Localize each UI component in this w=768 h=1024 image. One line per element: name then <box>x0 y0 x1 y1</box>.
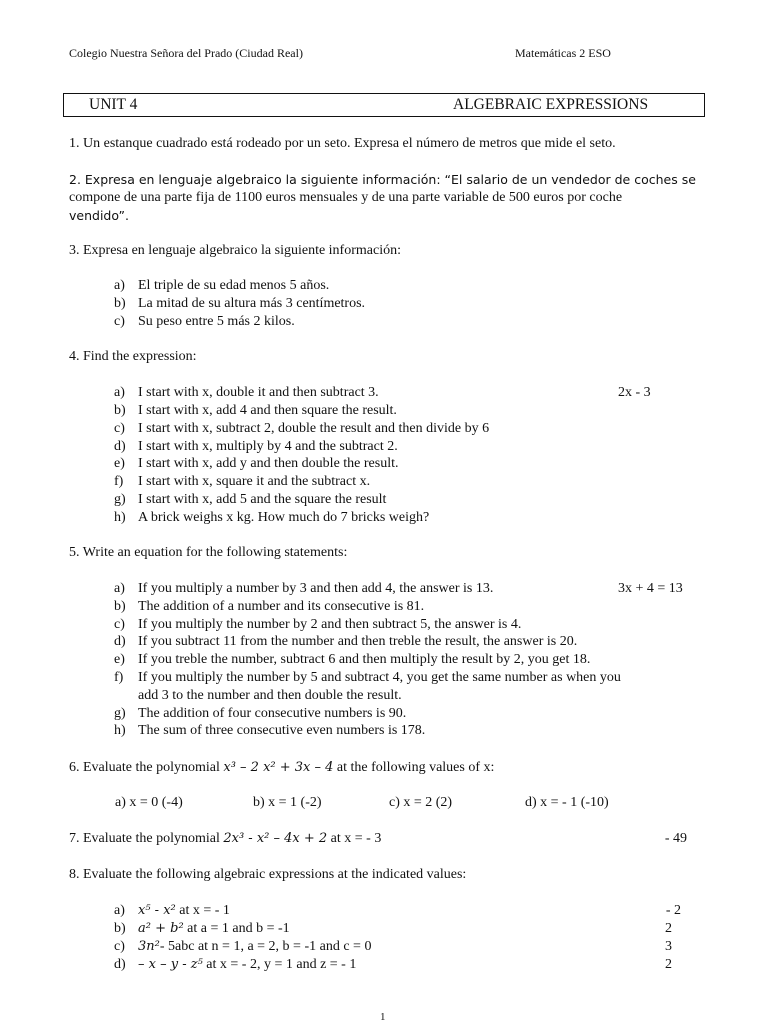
item-text: I start with x, add y and then double the result. <box>138 456 399 471</box>
question-4-title: 4. Find the expression: <box>69 349 197 364</box>
item-label: e) <box>114 652 125 667</box>
question-8-title: 8. Evaluate the following algebraic expressions at the indicated values: <box>69 867 467 882</box>
polynomial: 2x³ - x² – 4x + 2 <box>223 831 328 846</box>
item-label: c) <box>114 421 125 436</box>
question-1: 1. Un estanque cuadrado está rodeado por un seto. Expresa el número de metros que mide el seto. <box>69 136 616 151</box>
question-7-suffix: at x = - 3 <box>327 831 382 846</box>
unit-title: ALGEBRAIC EXPRESSIONS <box>453 96 649 113</box>
item-label: a) <box>114 385 125 400</box>
answer: 3 <box>665 939 672 954</box>
item-text: add 3 to the number and then double the result. <box>138 688 402 703</box>
value-item: a) x = 0 (-4) <box>115 795 183 810</box>
value-item: c) x = 2 (2) <box>389 795 453 810</box>
item-label: b) <box>114 403 126 418</box>
item-label: c) <box>114 314 125 329</box>
question-2-line2: compone de una parte fija de 1100 euros mensuales y de una parte variable de 500 euros por coche <box>69 190 623 205</box>
item-label: a) <box>114 278 125 293</box>
question-7-title <box>69 831 381 847</box>
expression: 3n² <box>138 939 160 954</box>
item-text: at a = 1 and b = -1 <box>183 921 290 936</box>
question-2 <box>69 171 699 225</box>
page-number: 1 <box>380 1011 386 1023</box>
value-item: b) x = 1 (-2) <box>253 795 322 810</box>
item-label: d) <box>114 439 126 454</box>
item-text: Su peso entre 5 más 2 kilos. <box>138 314 295 329</box>
unit-title-box <box>63 93 705 117</box>
item-text: If you multiply the number by 2 and then subtract 5, the answer is 4. <box>138 617 522 632</box>
item-text: I start with x, double it and then subtract 3. <box>138 385 379 400</box>
question-6-prefix: 6. Evaluate the polynomial <box>69 760 224 775</box>
expression: a² + b² <box>138 921 184 936</box>
answer: 2 <box>665 921 672 936</box>
header-school: Colegio Nuestra Señora del Prado (Ciudad Real) <box>69 46 303 60</box>
item-text: - 5abc at n = 1, a = 2, b = -1 and c = 0 <box>159 939 372 954</box>
answer: 2 <box>665 957 672 972</box>
question-6-suffix: at the following values of x: <box>333 760 495 775</box>
item-text: I start with x, multiply by 4 and the subtract 2. <box>138 439 398 454</box>
item-label: d) <box>114 957 126 972</box>
unit-number: UNIT 4 <box>89 96 138 113</box>
item-text: El triple de su edad menos 5 años. <box>138 278 330 293</box>
item-label: g) <box>114 706 126 721</box>
item-label: c) <box>114 939 125 954</box>
item-text: If you treble the number, subtract 6 and then multiply the result by 2, you get 18. <box>138 652 591 667</box>
item-label: b) <box>114 296 126 311</box>
item-label: h) <box>114 510 126 525</box>
expression: – x – y - z⁵ <box>138 957 203 972</box>
item-label: b) <box>114 599 126 614</box>
item-label: f) <box>114 474 124 489</box>
value-item: d) x = - 1 (-10) <box>525 795 609 810</box>
answer: 3x + 4 = 13 <box>618 581 683 596</box>
question-5-title: 5. Write an equation for the following statements: <box>69 545 348 560</box>
item-label: d) <box>114 634 126 649</box>
item-label: b) <box>114 921 126 936</box>
header-subject: Matemáticas 2 ESO <box>515 46 611 60</box>
item-label: f) <box>114 670 124 685</box>
question-6-title <box>69 760 494 776</box>
item-label: c) <box>114 617 125 632</box>
question-7-prefix: 7. Evaluate the polynomial <box>69 831 224 846</box>
item-text: I start with x, add 4 and then square the result. <box>138 403 397 418</box>
answer: - 2 <box>665 903 681 918</box>
item-text: The addition of four consecutive numbers is 90. <box>138 706 407 721</box>
answer: 2x - 3 <box>618 385 651 400</box>
item-label: h) <box>114 723 126 738</box>
item-text: A brick weighs x kg. How much do 7 bricks weigh? <box>138 510 430 525</box>
item-text: at x = - 2, y = 1 and z = - 1 <box>202 957 357 972</box>
item-text: If you multiply the number by 5 and subtract 4, you get the same number as when you <box>138 670 621 685</box>
item-label: a) <box>114 581 125 596</box>
item-text: I start with x, add 5 and the square the result <box>138 492 387 507</box>
expression: x⁵ - x² <box>138 903 176 918</box>
polynomial: x³ – 2 x² + 3x – 4 <box>223 760 334 775</box>
item-text: at x = - 1 <box>175 903 230 918</box>
answer: - 49 <box>664 831 687 846</box>
item-text: If you subtract 11 from the number and then treble the result, the answer is 20. <box>138 634 578 649</box>
item-text: If you multiply a number by 3 and then add 4, the answer is 13. <box>138 581 494 596</box>
question-3-title: 3. Expresa en lenguaje algebraico la siguiente información: <box>69 243 401 258</box>
item-text: I start with x, square it and the subtract x. <box>138 474 371 489</box>
question-2-line3: vendido”. <box>69 208 130 223</box>
item-text: I start with x, subtract 2, double the result and then divide by 6 <box>138 421 490 436</box>
item-label: g) <box>114 492 126 507</box>
item-text: The sum of three consecutive even numbers is 178. <box>138 723 426 738</box>
item-text: La mitad de su altura más 3 centímetros. <box>138 296 366 311</box>
question-2-line1: 2. Expresa en lenguaje algebraico la siguiente información: “El salario de un vendedor de coches se <box>69 172 696 187</box>
item-label: e) <box>114 456 125 471</box>
item-label: a) <box>114 903 125 918</box>
item-text: The addition of a number and its consecutive is 81. <box>138 599 425 614</box>
